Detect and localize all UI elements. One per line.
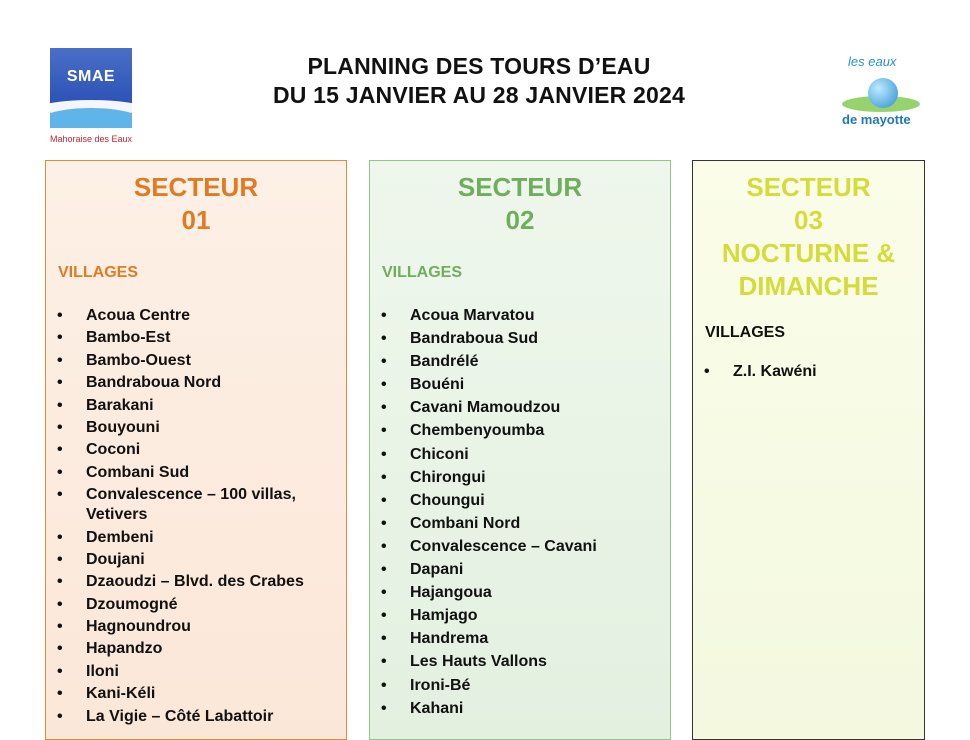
list-item: • Cavani Mamoudzou: [370, 398, 670, 418]
list-item: • Chiconi: [370, 445, 670, 465]
logo-right-line-2: de mayotte: [842, 112, 911, 127]
smae-logo-tagline: Mahoraise des Eaux: [50, 134, 133, 144]
list-item: • Ironi-Bé: [370, 676, 670, 696]
list-item: • Acoua Marvatou: [370, 306, 670, 326]
sector-title-line: SECTEUR: [746, 172, 871, 202]
list-item: • Hagnoundrou: [46, 617, 346, 637]
list-item: • Convalescence – 100 villas, Vetivers: [46, 485, 346, 525]
sector-number: 03: [794, 205, 823, 235]
sector-number: 02: [505, 205, 535, 235]
list-item: • Dembeni: [46, 528, 346, 548]
water-drop-icon: [868, 78, 898, 108]
list-item: • Bandrélé: [370, 352, 670, 372]
sector-03-title: [693, 171, 924, 303]
sector-title-line: SECTEUR: [133, 172, 259, 202]
eaux-de-mayotte-logo: [838, 54, 924, 134]
list-item: • Iloni: [46, 662, 346, 682]
list-item: • Kahani: [370, 699, 670, 719]
list-item: • Les Hauts Vallons: [370, 652, 670, 672]
sector-03-panel: [692, 160, 925, 740]
list-item: • Acoua Centre: [46, 306, 346, 326]
list-item: • Dapani: [370, 560, 670, 580]
list-item: • Bandraboua Nord: [46, 373, 346, 393]
list-item: • Kani-Kéli: [46, 684, 346, 704]
list-item: • Convalescence – Cavani: [370, 537, 670, 557]
list-item: • Combani Nord: [370, 514, 670, 534]
list-item: • Bambo-Est: [46, 328, 346, 348]
logo-right-line-1: les eaux: [848, 54, 897, 69]
villages-label: VILLAGES: [705, 324, 786, 341]
sector-title-line: SECTEUR: [457, 172, 583, 202]
smae-logo: [50, 48, 150, 144]
village-list: [46, 306, 346, 727]
list-item: • Dzoumogné: [46, 595, 346, 615]
smae-logo-mark: [50, 48, 132, 128]
list-item: • Barakani: [46, 396, 346, 416]
sector-02-title: [370, 171, 670, 237]
list-item: • Handrema: [370, 629, 670, 649]
sector-title-line: NOCTURNE &: [721, 238, 896, 268]
list-item: • Z.I. Kawéni: [693, 362, 924, 382]
smae-logo-name: SMAE: [66, 68, 116, 85]
list-item: • Choungui: [370, 491, 670, 511]
list-item: • Bouyouni: [46, 418, 346, 438]
sector-01-panel: [45, 160, 347, 740]
title-line-1: PLANNING DES TOURS D’EAU: [307, 53, 651, 79]
list-item: • Chembenyoumba: [370, 421, 670, 441]
sector-title-line: DIMANCHE: [738, 271, 879, 301]
title-line-2: DU 15 JANVIER AU 28 JANVIER 2024: [272, 82, 686, 108]
list-item: • Dzaoudzi – Blvd. des Crabes: [46, 572, 346, 592]
sector-02-panel: [369, 160, 671, 740]
villages-label: VILLAGES: [58, 264, 139, 281]
list-item: • Bouéni: [370, 375, 670, 395]
list-item: • Combani Sud: [46, 463, 346, 483]
sector-number: 01: [181, 205, 211, 235]
list-item: • Doujani: [46, 550, 346, 570]
villages-label: VILLAGES: [382, 264, 463, 281]
list-item: • Hajangoua: [370, 583, 670, 603]
sector-01-title: [46, 171, 346, 237]
village-list: [693, 362, 924, 382]
list-item: • Bandraboua Sud: [370, 329, 670, 349]
list-item: • Chirongui: [370, 468, 670, 488]
list-item: • Hapandzo: [46, 639, 346, 659]
list-item: • Bambo-Ouest: [46, 351, 346, 371]
list-item: • Hamjago: [370, 606, 670, 626]
village-list: [370, 306, 670, 719]
list-item: • Coconi: [46, 440, 346, 460]
list-item: • La Vigie – Côté Labattoir: [46, 707, 346, 727]
